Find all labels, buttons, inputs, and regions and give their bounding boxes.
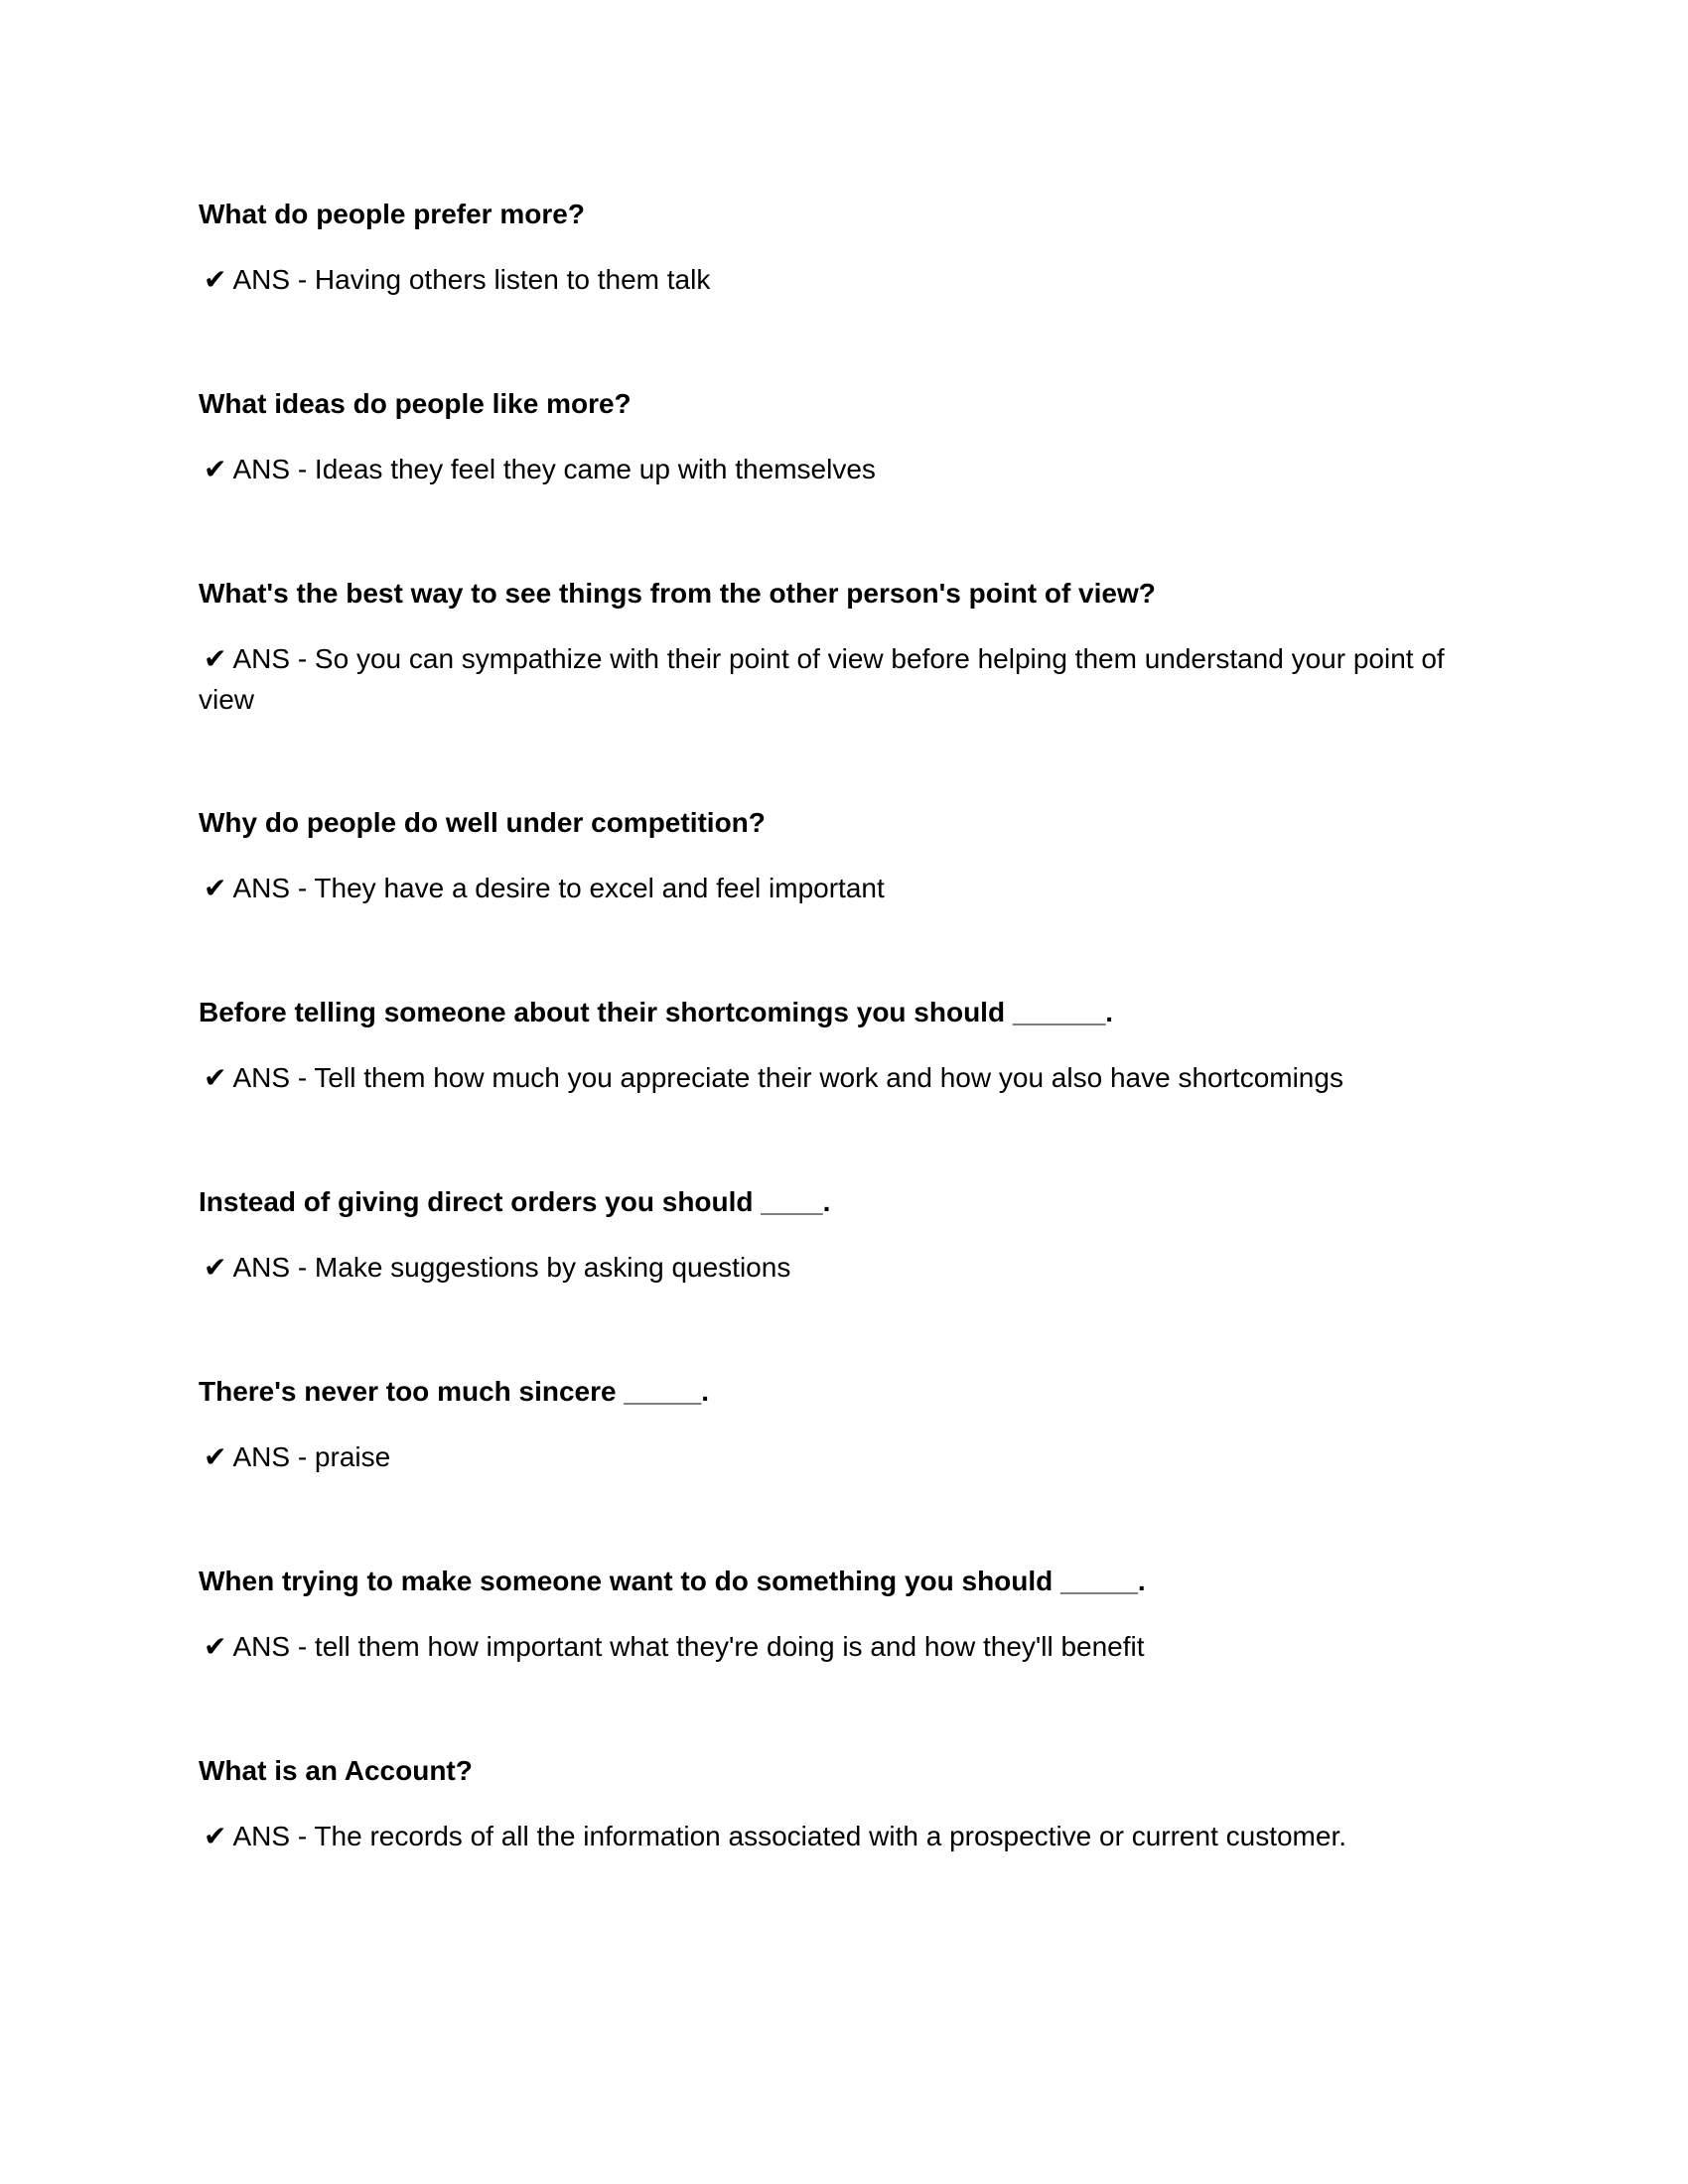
answer-text: ANS - tell them how important what they're doing is and how they'll benefit <box>232 1631 1145 1662</box>
answer-text: ANS - Having others listen to them talk <box>232 264 711 295</box>
answer-line <box>199 1247 1470 1288</box>
qa-item <box>199 1751 1489 1941</box>
checkmark-icon: ✔ <box>204 642 227 675</box>
question-text: Before telling someone about their shortcomings you should ______. <box>199 997 1114 1027</box>
answer-line <box>199 1816 1470 1856</box>
answer-text: ANS - Make suggestions by asking questions <box>232 1252 791 1283</box>
question-text: What ideas do people like more? <box>199 388 632 419</box>
question-text: When trying to make someone want to do something you should _____. <box>199 1566 1146 1596</box>
checkmark-icon: ✔ <box>204 1630 227 1663</box>
answer-line <box>199 638 1470 720</box>
qa-item <box>199 1182 1489 1372</box>
qa-item <box>199 384 1489 574</box>
answer-line <box>199 259 1470 300</box>
answer-line <box>199 868 1470 908</box>
answer-line <box>199 449 1470 489</box>
qa-item <box>199 993 1489 1182</box>
answer-line <box>199 1626 1470 1667</box>
question-text: Instead of giving direct orders you should ____. <box>199 1186 831 1217</box>
question-text: What is an Account? <box>199 1755 473 1786</box>
answer-line <box>199 1057 1470 1098</box>
checkmark-icon: ✔ <box>204 1251 227 1284</box>
qa-item <box>199 803 1489 993</box>
checkmark-icon: ✔ <box>204 1061 227 1094</box>
answer-text: ANS - Ideas they feel they came up with themselves <box>232 454 876 484</box>
checkmark-icon: ✔ <box>204 453 227 485</box>
checkmark-icon: ✔ <box>204 263 227 296</box>
answer-text: ANS - So you can sympathize with their point of view before helping them understand your point of view <box>199 643 1445 715</box>
checkmark-icon: ✔ <box>204 872 227 904</box>
qa-list <box>199 195 1489 1941</box>
question-text: Why do people do well under competition? <box>199 807 766 838</box>
answer-text: ANS - They have a desire to excel and feel important <box>232 873 885 903</box>
answer-text: ANS - Tell them how much you appreciate their work and how you also have shortcomings <box>232 1062 1343 1093</box>
qa-item <box>199 1562 1489 1751</box>
checkmark-icon: ✔ <box>204 1820 227 1852</box>
qa-item <box>199 574 1489 803</box>
answer-line <box>199 1436 1470 1477</box>
question-text: What's the best way to see things from the other person's point of view? <box>199 578 1156 609</box>
answer-text: ANS - praise <box>232 1441 391 1472</box>
question-text: There's never too much sincere _____. <box>199 1376 710 1407</box>
checkmark-icon: ✔ <box>204 1440 227 1473</box>
answer-text: ANS - The records of all the information associated with a prospective or current customer. <box>232 1821 1347 1851</box>
qa-item <box>199 195 1489 384</box>
qa-item <box>199 1372 1489 1562</box>
question-text: What do people prefer more? <box>199 199 585 229</box>
